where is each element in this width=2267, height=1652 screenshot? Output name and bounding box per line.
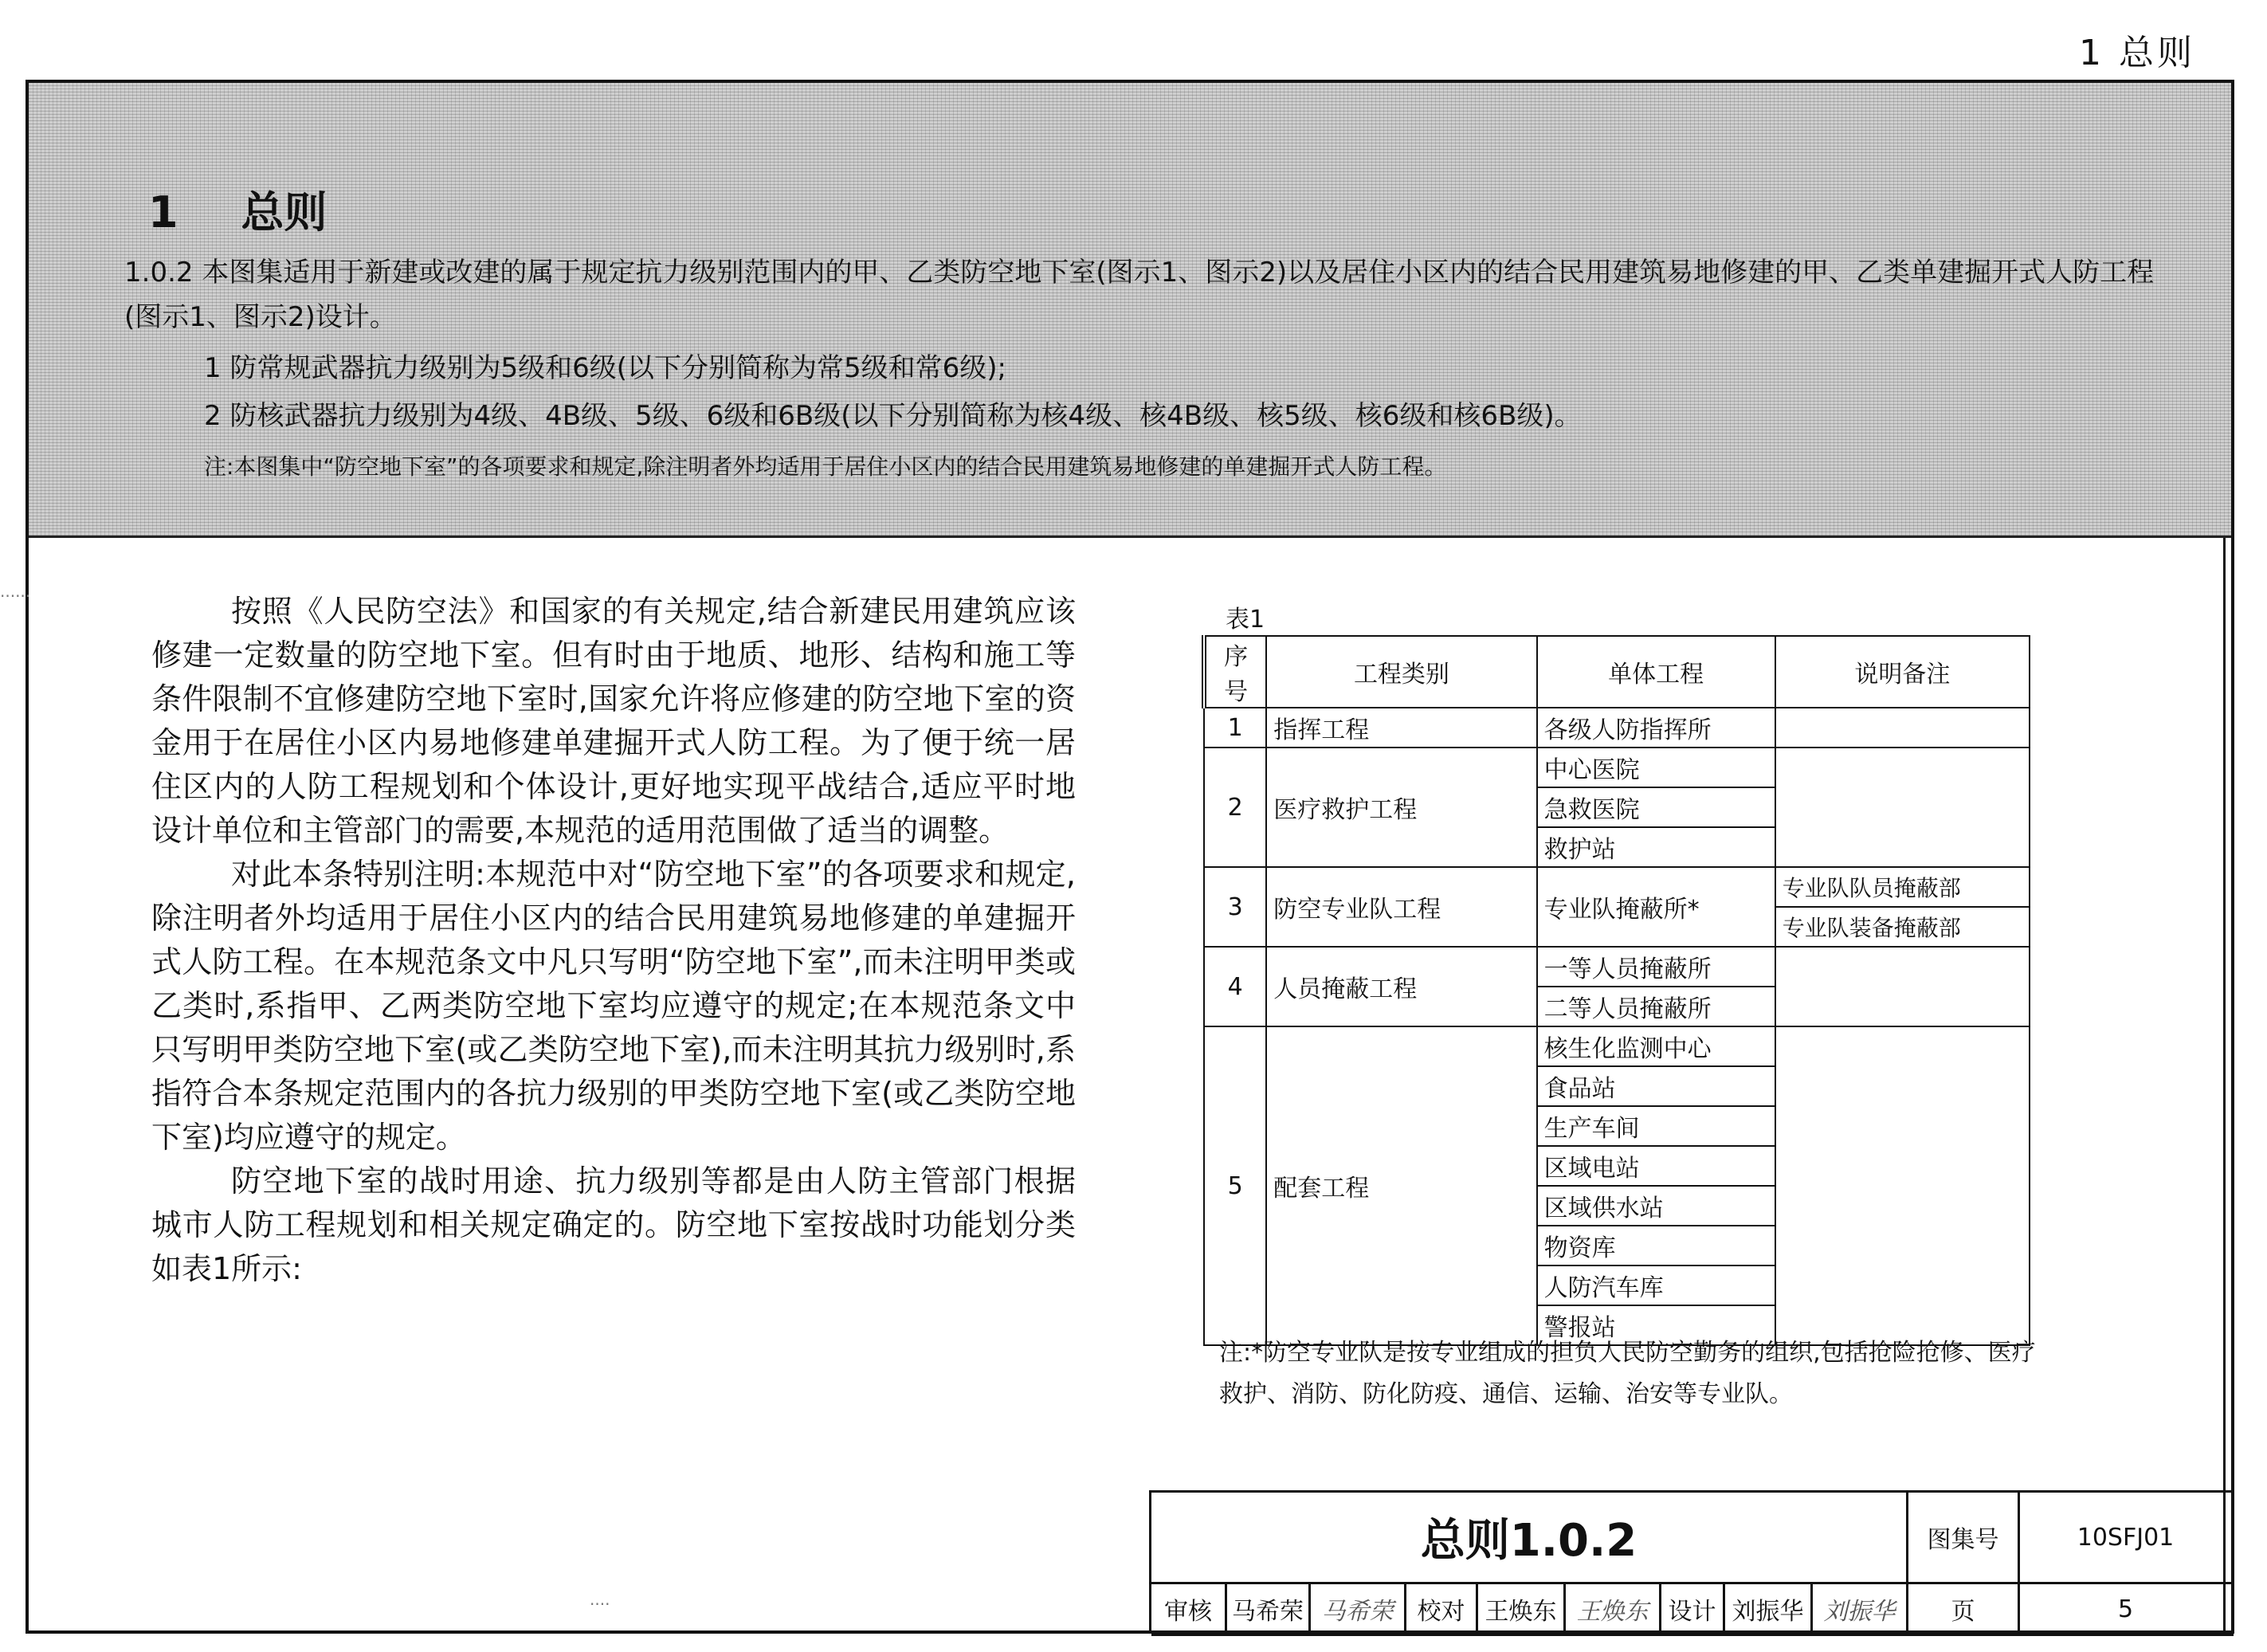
row-item: 核生化监测中心 (1537, 1026, 1775, 1066)
table-row (1204, 867, 2030, 907)
facility-table (1202, 635, 2030, 1346)
row-number: 2 (1204, 748, 1266, 867)
table-header-cell: 说明备注 (1775, 636, 2030, 708)
code-clause-1-0-2: 1.0.2 本图集适用于新建或改建的属于规定抗力级别范围内的甲、乙类防空地下室(图示1、图示2)以及居住小区内的结合民用建筑易地修建的甲、乙类单建掘开式人防工程(图示1、图示2)设计。 (124, 257, 2155, 333)
reviewer-signature: 马希荣 (1311, 1584, 1406, 1636)
row-number: 4 (1204, 947, 1266, 1026)
atlas-number-label: 图集号 (1908, 1493, 2020, 1584)
page-number: 5 (2020, 1584, 2234, 1636)
table-footnote: 注:*防空专业队是按专业组成的担负人民防空勤务的组织,包括抢险抢修、医疗救护、消防、防化防疫、通信、运输、治安等专业队。 (1219, 1339, 2036, 1408)
code-note: 注:本图集中“防空地下室”的各项要求和规定,除注明者外均适用于居住小区内的结合民用建筑易地修建的单建掘开式人防工程。 (204, 453, 1447, 480)
table-row (1204, 1026, 2030, 1066)
row-note: 专业队队员掩蔽部 (1775, 867, 2030, 907)
row-number: 5 (1204, 1026, 1266, 1345)
row-category: 医疗救护工程 (1266, 748, 1536, 867)
commentary-text (151, 590, 1076, 1291)
table-row (1204, 708, 2030, 748)
row-item: 专业队掩蔽所* (1537, 867, 1775, 947)
row-item: 物资库 (1537, 1226, 1775, 1265)
row-item: 区域电站 (1537, 1146, 1775, 1186)
code-text-band (29, 83, 2231, 538)
designer-signature: 刘振华 (1813, 1584, 1908, 1636)
checker-label: 校对 (1406, 1584, 1478, 1636)
scan-mark: .... (590, 1590, 610, 1609)
row-category: 配套工程 (1266, 1026, 1536, 1345)
table-header-row (1204, 636, 2030, 708)
section-title (148, 179, 327, 240)
row-item: 救护站 (1537, 827, 1775, 867)
commentary-paragraph: 按照《人民防空法》和国家的有关规定,结合新建民用建筑应该修建一定数量的防空地下室。但有时由于地质、地形、结构和施工等条件限制不宜修建防空地下室时,国家允许将应修建的防空地下室的资金用于在居住小区内易地修建单建掘开式人防工程。为了便于统一居住区内的人防工程规划和个体设计,更好地实现平战结合,适应平时地设计单位和主管部门的需要,本规范的适用范围做了适当的调整。 (151, 594, 1076, 848)
scan-mark: ...... (0, 582, 31, 601)
row-category: 人员掩蔽工程 (1266, 947, 1536, 1026)
row-item: 二等人员掩蔽所 (1537, 987, 1775, 1026)
table-row (1204, 947, 2030, 987)
table-header-cell: 单体工程 (1537, 636, 1775, 708)
row-number: 3 (1204, 867, 1266, 947)
table-row (1204, 748, 2030, 787)
row-category: 防空专业队工程 (1266, 867, 1536, 947)
checker-name: 王焕东 (1478, 1584, 1566, 1636)
row-note (1775, 1026, 2030, 1345)
commentary-paragraph: 防空地下室的战时用途、抗力级别等都是由人防主管部门根据城市人防工程规划和相关规定确定的。防空地下室按战时功能划分类如表1所示: (151, 1163, 1076, 1286)
row-note: 专业队装备掩蔽部 (1775, 907, 2030, 947)
table-caption: 表1 (1226, 606, 1265, 634)
row-item: 各级人防指挥所 (1537, 708, 1775, 748)
code-item-2: 2 防核武器抗力级别为4级、4B级、5级、6级和6B级(以下分别简称为核4级、核4B级、核5级、核6级和核6B级)。 (204, 400, 1582, 432)
reviewer-name: 马希荣 (1227, 1584, 1311, 1636)
row-item: 人防汽车库 (1537, 1265, 1775, 1305)
page-label: 页 (1908, 1584, 2020, 1636)
checker-signature: 王焕东 (1566, 1584, 1661, 1636)
title-block-title: 总则1.0.2 (1151, 1493, 1908, 1584)
row-category: 指挥工程 (1266, 708, 1536, 748)
row-item: 中心医院 (1537, 748, 1775, 787)
row-number: 1 (1204, 708, 1266, 748)
row-item: 生产车间 (1537, 1106, 1775, 1146)
page-header: 1 总则 (2079, 33, 2195, 73)
row-item: 食品站 (1537, 1066, 1775, 1106)
row-item: 警报站 (1537, 1305, 1775, 1345)
section-number: 1 (148, 187, 178, 237)
code-item-1: 1 防常规武器抗力级别为5级和6级(以下分别简称为常5级和常6级); (204, 352, 1006, 384)
atlas-number: 10SFJ01 (2020, 1493, 2234, 1584)
commentary-paragraph: 对此本条特别注明:本规范中对“防空地下室”的各项要求和规定,除注明者外均适用于居住小区内的结合民用建筑易地修建的单建掘开式人防工程。在本规范条文中凡只写明“防空地下室”,而未注明甲类或乙类时,系指甲、乙两类防空地下室均应遵守的规定;在本规范条文中只写明甲类防空地下室(或乙类防空地下室),而未注明其抗力级别时,系指符合本条规定范围内的各抗力级别的甲类防空地下室(或乙类防空地下室)均应遵守的规定。 (151, 857, 1076, 1155)
row-item: 区域供水站 (1537, 1186, 1775, 1226)
section-title-text: 总则 (241, 187, 327, 237)
designer-label: 设计 (1661, 1584, 1725, 1636)
table-header-cell: 序号 (1204, 636, 1266, 708)
row-note (1775, 748, 2030, 867)
row-note (1775, 708, 2030, 748)
designer-name: 刘振华 (1725, 1584, 1813, 1636)
row-item: 急救医院 (1537, 787, 1775, 827)
title-block (1149, 1490, 2231, 1634)
row-note (1775, 947, 2030, 1026)
table-header-cell: 工程类别 (1266, 636, 1536, 708)
row-item: 一等人员掩蔽所 (1537, 947, 1775, 987)
reviewer-label: 审核 (1151, 1584, 1227, 1636)
